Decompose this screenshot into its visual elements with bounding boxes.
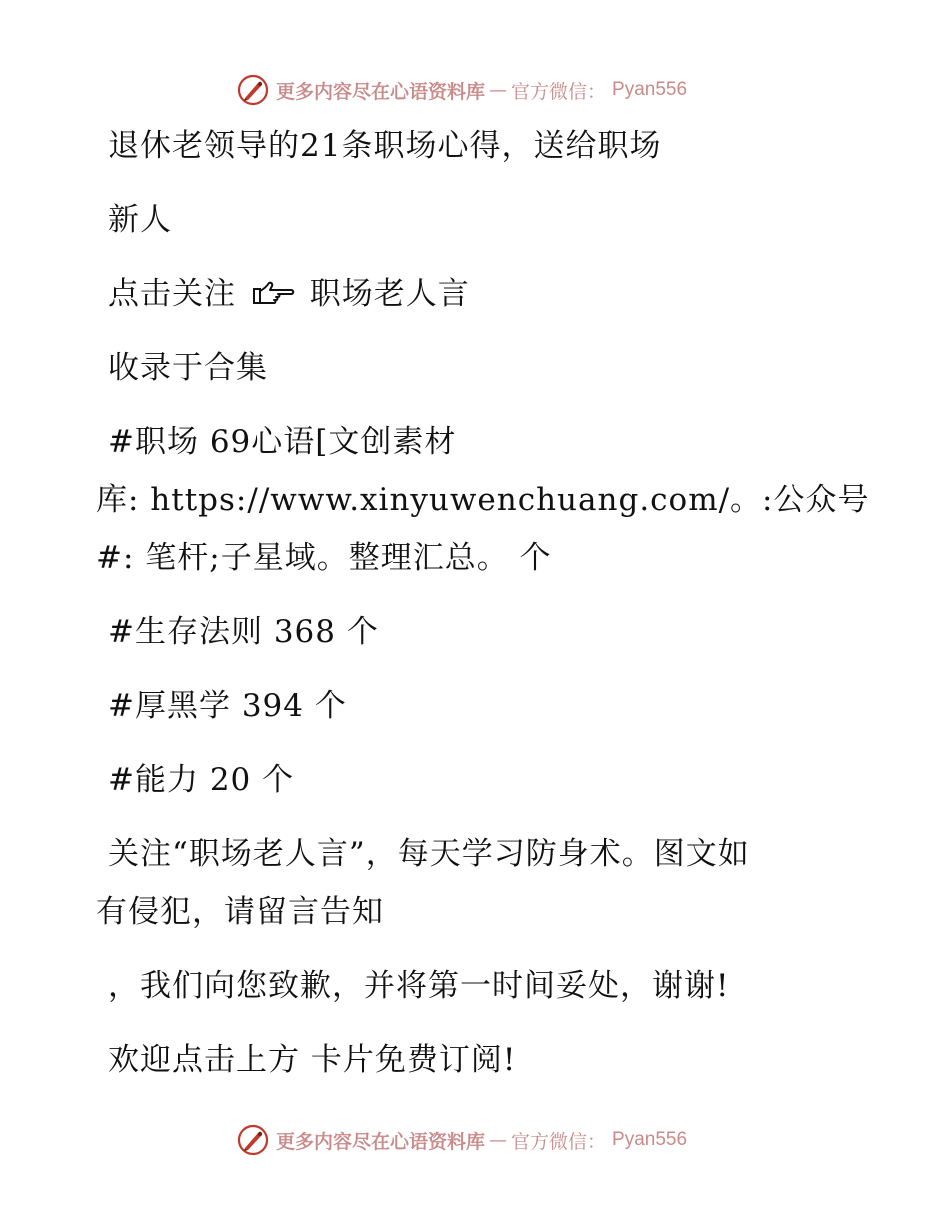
article-title-line-2: 新人 [108,202,172,238]
header-banner [236,72,687,108]
tag-workplace-line-1: #职场 69心语[文创素材 [108,424,457,460]
banner-title: 更多内容尽在心语资料库 [276,80,486,103]
banner-wechat-label: 官方微信： [511,80,607,103]
red-pen-logo-icon [236,73,270,107]
tag-thick-black: #厚黑学 394 个 [108,688,347,724]
follow-account-name: 职场老人言 [309,276,470,312]
subscribe-line: 欢迎点击上方 卡片免费订阅! [108,1042,517,1078]
follow-line [108,274,470,314]
notice-line-3: ，我们向您致歉，并将第一时间妥处，谢谢! [108,968,730,1004]
notice-line-1: 关注“职场老人言”，每天学习防身术。图文如 [108,836,750,872]
tag-workplace-line-2: 库: https://www.xinyuwenchuang.com/。:公众号 [96,482,870,518]
red-pen-logo-icon [236,1123,270,1157]
banner-dash: — [489,79,508,101]
tag-survival-rules: #生存法则 368 个 [108,614,379,650]
banner-wechat-label: 官方微信： [511,1130,607,1153]
banner-dash: — [489,1129,508,1151]
article-title-line-1: 退休老领导的21条职场心得，送给职场 [108,128,662,164]
banner-wechat-id: Pyan556 [612,79,688,100]
tag-workplace-line-3: #: 笔杆;子星域。整理汇总。 个 [96,540,552,576]
follow-prefix: 点击关注 [108,276,236,312]
notice-line-2: 有侵犯，请留言告知 [96,894,384,930]
banner-title: 更多内容尽在心语资料库 [276,1130,486,1153]
banner-wechat-id: Pyan556 [612,1129,688,1150]
collection-label: 收录于合集 [108,350,268,386]
footer-banner [236,1122,687,1158]
tag-ability: #能力 20 个 [108,762,295,798]
pointing-hand-icon [251,280,295,308]
